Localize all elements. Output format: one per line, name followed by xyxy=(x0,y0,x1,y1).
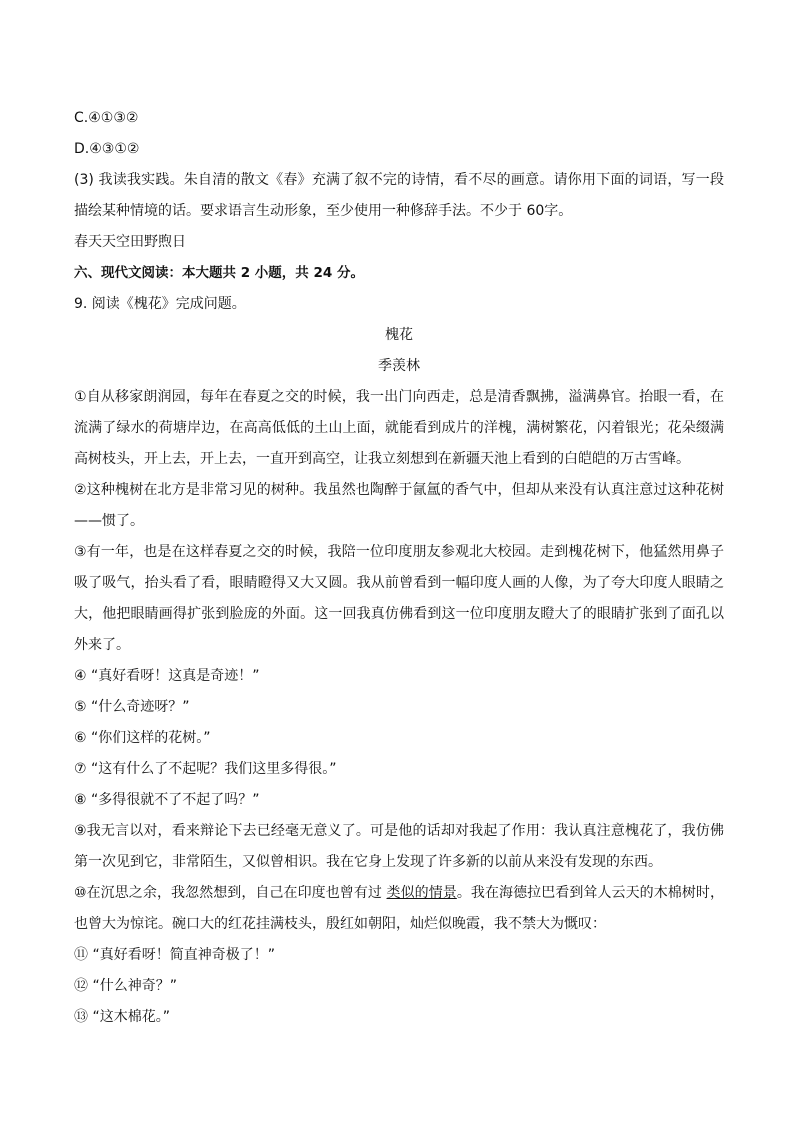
paragraph-6: ⑥ “你们这样的花树。” xyxy=(74,730,211,746)
paragraph-8: ⑧ “多得很就不了不起了吗？” xyxy=(74,792,260,808)
paragraph-2: ②这种槐树在北方是非常习见的树种。我虽然也陶醉于氤氲的香气中，但却从来没有认真注意过这种花树——惯了。 xyxy=(74,482,724,529)
paragraph-1: ①自从移家朗润园，每年在春夏之交的时候，我一出门向西走，总是清香飘拂，溢满鼻官。抬眼一看，在流满了绿水的荷塘岸边，在高高低低的土山上面，就能看到成片的洋槐，满树繁花，闪着银光；花朵缀满高树枝头，开上去，开上去，一直开到高空，让我立刻想到在新疆天池上看到的白皑皑的万古雪峰。 xyxy=(74,389,724,467)
exam-page xyxy=(74,103,724,1033)
question-3-prompt: (3) 我读我实践。朱自清的散文《春》充满了叙不完的诗情，看不尽的画意。请你用下面的词语，写一段描绘某种情境的话。要求语言生动形象，至少使用一种修辞手法。不少于 60字。 xyxy=(74,172,724,219)
option-d: D.④③①② xyxy=(74,141,140,157)
question-9-prompt: 9. 阅读《槐花》完成问题。 xyxy=(74,296,246,312)
question-3-words: 春天天空田野煦日 xyxy=(74,234,186,250)
paragraph-9: ⑨我无言以对，看来辩论下去已经毫无意义了。可是他的话却对我起了作用：我认真注意槐花了，我仿佛第一次见到它，非常陌生，又似曾相识。我在它身上发现了许多新的以前从来没有发现的东西。 xyxy=(74,823,724,870)
article-title: 槐花 xyxy=(385,327,413,343)
section-6-heading: 六、现代文阅读：本大题共 2 小题，共 24 分。 xyxy=(74,265,364,281)
option-c: C.④①③② xyxy=(74,110,139,126)
paragraph-12: ⑫ “什么神奇？” xyxy=(74,978,177,994)
paragraph-10 xyxy=(74,878,724,940)
paragraph-13: ⑬ “这木棉花。” xyxy=(74,1009,170,1025)
paragraph-10-text-before: ⑩在沉思之余，我忽然想到，自己在印度也曾有过 xyxy=(74,885,387,901)
paragraph-4: ④ “真好看呀！这真是奇迹！” xyxy=(74,668,260,684)
paragraph-10-text-after: 。我在海德拉巴看到耸人云天的木棉树时，也曾大为惊诧。碗口大的红花挂满枝头，殷红如朝阳，灿烂似晚霞，我不禁大为慨叹： xyxy=(74,885,725,932)
paragraph-7: ⑦ “这有什么了不起呢？我们这里多得很。” xyxy=(74,761,337,777)
article-author: 季羡林 xyxy=(378,358,420,374)
paragraph-11: ⑪ “真好看呀！简直神奇极了！” xyxy=(74,947,275,963)
paragraph-5: ⑤ “什么奇迹呀？” xyxy=(74,699,190,715)
paragraph-3: ③有一年，也是在这样春夏之交的时候，我陪一位印度朋友参观北大校园。走到槐花树下，他猛然用鼻子吸了吸气，抬头看了看，眼睛瞪得又大又圆。我从前曾看到一幅印度人画的人像，为了夸大印度人眼睛之大，他把眼睛画得扩张到脸庞的外面。这一回我真仿佛看到这一位印度朋友瞪大了的眼睛扩张到了面孔以外来了。 xyxy=(74,544,724,653)
underlined-phrase: 类似的情景 xyxy=(386,885,457,901)
